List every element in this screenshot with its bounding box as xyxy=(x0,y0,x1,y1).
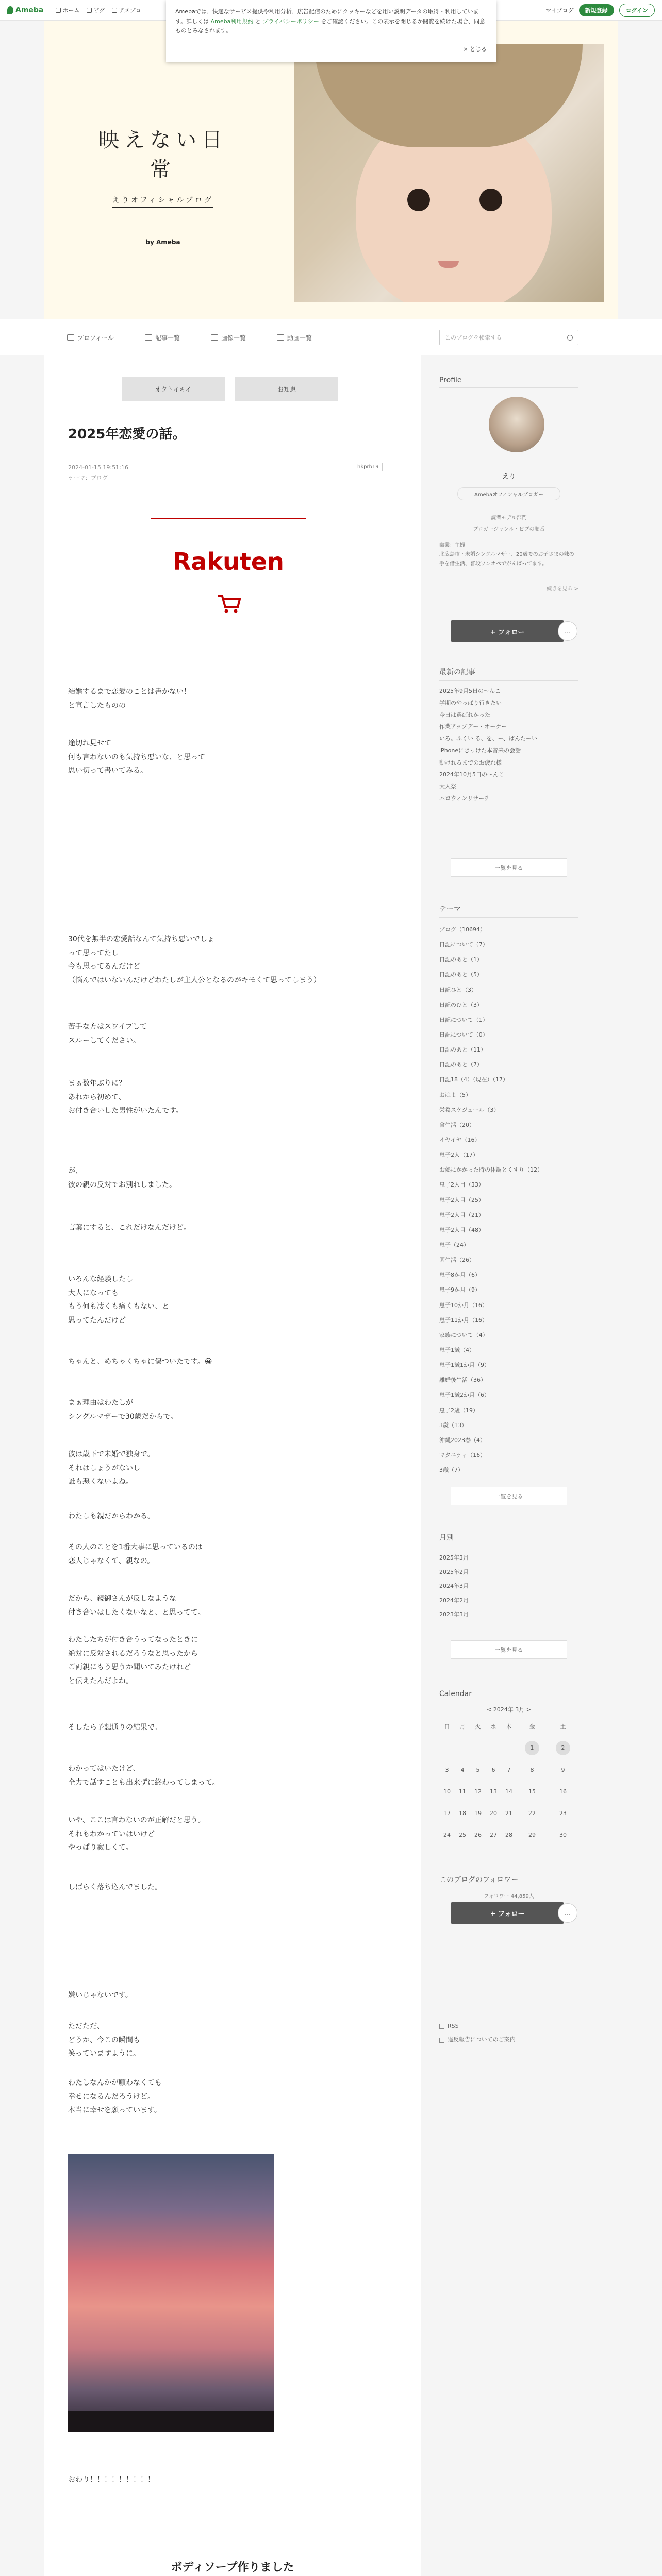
paragraph: ただただ、 どうか、今この瞬間も 笑っていますように。 xyxy=(68,2022,140,2058)
paragraph: いろんな経験したし 大人になっても もう何も凄くも痛くもない、と 思ってたんだけど xyxy=(68,1275,169,1325)
blog-nav xyxy=(67,319,312,355)
login-button[interactable]: ログイン xyxy=(619,4,655,17)
calendar-day[interactable] xyxy=(548,1737,578,1759)
paragraph: ちゃんと、めちゃくちゃに傷ついたです。😀 xyxy=(68,1358,212,1366)
silhouette xyxy=(68,2411,274,2432)
paragraph: しばらく落ち込んでました。 xyxy=(68,1883,162,1891)
calendar-day[interactable]: 26 xyxy=(474,1831,482,1838)
article xyxy=(44,355,421,1932)
paragraph: まぁ理由はわたしが シングルマザーで30歳だからで。 xyxy=(68,1399,178,1421)
follow-button[interactable]: + フォロー xyxy=(451,620,564,642)
baby-eye-left xyxy=(407,189,430,211)
theme-more-button[interactable]: 一覧を見る xyxy=(451,1487,567,1505)
calendar-weekday: 金 xyxy=(529,1723,535,1730)
profile-bio: 職業：主婦 北広島市・未婚シングルマザー、20歳でのお子さまの妹の手を借生活、普段ワンオペでがんばってます。 xyxy=(439,543,574,567)
calendar-weekday: 土 xyxy=(560,1723,566,1730)
nav-videos[interactable]: 動画一覧 xyxy=(277,333,312,342)
calendar-day[interactable]: 6 xyxy=(491,1766,495,1773)
theme-item[interactable]: 息子11か月（16） xyxy=(439,1316,488,1324)
profile-category: 読者モデル部門 xyxy=(491,515,527,521)
theme-item[interactable]: 日記ひと（3） xyxy=(439,986,477,993)
sidebar xyxy=(439,355,578,1932)
next-article-button[interactable]: お知恵 xyxy=(235,377,338,401)
top-nav-ameblo[interactable]: アメブロ xyxy=(112,6,141,14)
recent-item[interactable]: 大人祭 xyxy=(439,783,456,790)
theme-item[interactable]: 日記18（4）（現在）（17） xyxy=(439,1076,508,1083)
cookie-close-button[interactable]: × とじる xyxy=(463,46,487,53)
article-theme[interactable]: テーマ：ブログ xyxy=(68,474,108,481)
calendar-day[interactable]: 25 xyxy=(459,1831,466,1838)
nav-profile[interactable]: プロフィール xyxy=(67,333,114,342)
article-pager xyxy=(122,377,338,401)
calendar-week xyxy=(439,1824,578,1845)
article-meta xyxy=(68,463,128,483)
theme-item[interactable]: 日記のあと（5） xyxy=(439,971,483,978)
recent-item[interactable]: 2025年9月5日の〜んこ xyxy=(439,688,501,694)
calendar-day[interactable]: 27 xyxy=(490,1831,497,1838)
calendar-day[interactable]: 16 xyxy=(559,1788,567,1795)
paragraph: おわり！！！！！！！！！ xyxy=(68,2476,155,2484)
recent-item[interactable]: 2024年10月5日の〜んこ xyxy=(439,771,504,778)
followers-heading: このブログのフォロワー xyxy=(439,1876,519,1884)
cookie-banner: Amebaでは、快適なサービス提供や利用分析、広告配信のためにクッキーなどを用い説明データの取得・利用しています。詳しくは Ameba利用規約 と プライバシーポリシー をご確認ください。この表示を閉じるか閲覧を続けた場合、同意ものとみなされます。 × とじる xyxy=(166,0,496,62)
register-button[interactable]: 新規登録 xyxy=(579,4,614,16)
theme-item[interactable]: 息子2人目（25） xyxy=(439,1196,484,1204)
official-badge: Amebaオフィシャルブロガー xyxy=(457,487,560,500)
calendar-day[interactable]: 21 xyxy=(505,1809,512,1817)
paragraph: 嫌いじゃないです。 xyxy=(68,1991,133,1999)
rss-icon xyxy=(439,2024,444,2029)
home-icon xyxy=(56,8,61,13)
calendar-day[interactable]: 29 xyxy=(528,1831,536,1838)
theme-item[interactable]: 日記のあと（1） xyxy=(439,956,483,963)
theme-item[interactable]: 息子8か月（6） xyxy=(439,1272,481,1279)
calendar-day-marked[interactable]: 1 xyxy=(525,1741,539,1755)
month-list xyxy=(439,1551,578,1622)
top-right xyxy=(545,4,655,17)
theme-item[interactable]: 息子10か月（16） xyxy=(439,1301,488,1309)
theme-item[interactable]: 息子1歳2か月（6） xyxy=(439,1392,490,1399)
blog-nav-bar xyxy=(0,319,662,355)
paragraph: 言葉にすると、これだけなんだけど。 xyxy=(68,1224,191,1232)
recent-item[interactable]: 動けれるまでのお疲れ様 xyxy=(439,759,502,766)
theme-item[interactable]: 3歳（7） xyxy=(439,1467,464,1474)
calendar-day[interactable]: 17 xyxy=(443,1809,451,1817)
top-nav-home[interactable]: ホーム xyxy=(56,6,79,14)
privacy-link[interactable]: プライバシーポリシー xyxy=(262,18,319,25)
nav-images[interactable]: 画像一覧 xyxy=(211,333,246,342)
calendar-weekday: 水 xyxy=(490,1723,496,1730)
follow-button-bottom[interactable]: + フォロー xyxy=(451,1902,564,1924)
paragraph: まぁ数年ぶりに？ あれから初めて、 お付き合いした男性がいたんです。 xyxy=(68,1079,183,1115)
theme-item[interactable]: 日記のひと（3） xyxy=(439,1001,483,1008)
pigg-icon xyxy=(87,8,92,13)
theme-item[interactable]: 家族について（4） xyxy=(439,1331,488,1338)
paragraph: わたしたちが付き合うってなったときに 絶対に反対されるだろうなと思ったから ご両親にもう思うか聞いてみたけれど と伝えたんだよね。 xyxy=(68,1636,198,1685)
calendar-day[interactable]: 10 xyxy=(443,1788,451,1795)
recent-heading: 最新の記事 xyxy=(439,667,578,681)
entries-icon xyxy=(145,334,152,341)
month-item[interactable]: 2024年2月 xyxy=(439,1597,469,1604)
theme-item[interactable]: 離婚後生活（36） xyxy=(439,1377,486,1384)
calendar-title[interactable]: < 2024年 3月 > xyxy=(487,1706,531,1713)
theme-item[interactable]: 息子2人目（33） xyxy=(439,1181,484,1189)
theme-item[interactable]: 息子2歳（19） xyxy=(439,1406,478,1414)
report-icon xyxy=(439,2038,444,2043)
paragraph: わたしなんかが願わなくても 幸せになるんだろうけど。 本当に幸せを願っています。 xyxy=(68,2079,162,2115)
theme-item[interactable]: 息子2人（17） xyxy=(439,1151,478,1159)
videos-icon xyxy=(277,334,284,341)
recent-item[interactable]: ハロウィンリサーチ xyxy=(439,794,490,802)
theme-item[interactable]: お熱にかかった時の体調とくすり（12） xyxy=(439,1166,543,1174)
profile-ranking: ブロガージャンル・ビブの順番 xyxy=(473,527,545,532)
calendar-day[interactable]: 11 xyxy=(459,1788,466,1795)
theme-item[interactable]: 園生活（26） xyxy=(439,1257,475,1264)
blog-title-box xyxy=(96,124,230,246)
recent-item[interactable]: 学期のやっぱり行きたい xyxy=(439,700,502,707)
blog-header xyxy=(44,21,618,319)
month-more-button[interactable]: 一覧を見る xyxy=(451,1640,567,1659)
theme-item[interactable]: 日記のあと（11） xyxy=(439,1046,486,1054)
recent-more-button[interactable]: 一覧を見る xyxy=(451,858,567,877)
calendar-day[interactable]: 23 xyxy=(559,1809,567,1817)
nav-entries[interactable]: 記事一覧 xyxy=(145,333,180,342)
calendar-day[interactable]: 22 xyxy=(528,1809,536,1817)
calendar-table xyxy=(439,1716,578,1845)
my-blog-link[interactable]: マイブログ xyxy=(545,7,574,14)
calendar-day[interactable]: 30 xyxy=(559,1831,567,1838)
rakuten-logo: Rakuten xyxy=(173,548,284,575)
theme-item[interactable]: 息子2人目（21） xyxy=(439,1211,484,1218)
search-icon[interactable] xyxy=(567,335,573,341)
calendar-day[interactable]: 20 xyxy=(490,1809,497,1817)
theme-item[interactable]: 日記について（0） xyxy=(439,1031,488,1038)
theme-item[interactable]: 息子9か月（9） xyxy=(439,1286,481,1294)
top-nav-pigg[interactable]: ピグ xyxy=(87,6,105,14)
section-heading: ボディソープ作りました xyxy=(171,2561,294,2574)
article-date: 2024-01-15 19:51:16 xyxy=(68,464,128,471)
blog-subtitle: えりオフィシャルブログ xyxy=(112,195,213,208)
blog-icon xyxy=(112,8,117,13)
blog-search-input[interactable]: このブログを検索する xyxy=(439,330,578,345)
calendar-day[interactable]: 15 xyxy=(528,1788,536,1795)
theme-item[interactable]: イヤイヤ（16） xyxy=(439,1136,481,1143)
theme-item[interactable]: 息子1歳1か月（9） xyxy=(439,1362,490,1369)
report-link[interactable]: 違反報告についてのご案内 xyxy=(439,2033,578,2046)
terms-link[interactable]: Ameba利用規約 xyxy=(210,18,254,25)
cart-icon xyxy=(216,593,242,614)
calendar-day[interactable] xyxy=(517,1737,548,1759)
theme-item[interactable]: 息子1歳（4） xyxy=(439,1346,475,1353)
calendar-weekday-row xyxy=(439,1716,578,1737)
paragraph: いや、ここは言わないのが正解だと思う。 それもわかっていはいけど やっぱり寂しくて。 xyxy=(68,1816,205,1852)
calendar-weekday: 日 xyxy=(444,1723,450,1730)
theme-item[interactable]: ブログ（10694） xyxy=(439,926,486,933)
calendar-heading: Calendar xyxy=(439,1690,472,1698)
calendar-week xyxy=(439,1737,578,1759)
calendar-day[interactable]: 8 xyxy=(530,1766,534,1773)
recent-item[interactable]: iPhoneにきっけた本音来の会話 xyxy=(439,747,521,754)
calendar-day[interactable]: 28 xyxy=(505,1831,512,1838)
calendar xyxy=(439,1716,578,1845)
calendar-week xyxy=(439,1759,578,1781)
sidebar-bottom xyxy=(439,1932,578,2043)
calendar-day[interactable]: 24 xyxy=(443,1831,451,1838)
calendar-day[interactable]: 12 xyxy=(474,1788,482,1795)
theme-item[interactable]: おはよ（5） xyxy=(439,1091,471,1098)
profile-heading: Profile xyxy=(439,376,578,388)
paragraph: が、 彼の親の反対でお別れしました。 xyxy=(68,1167,176,1189)
theme-item[interactable]: 食生活（20） xyxy=(439,1121,475,1128)
month-heading: 月別 xyxy=(439,1532,578,1546)
recent-list xyxy=(439,685,578,804)
calendar-day[interactable]: 19 xyxy=(474,1809,482,1817)
baby-eye-right xyxy=(479,189,502,211)
header-photo xyxy=(294,44,604,302)
theme-item[interactable]: 沖縄2023春（4） xyxy=(439,1436,486,1444)
theme-item[interactable]: 日記のあと（7） xyxy=(439,1061,483,1069)
recent-item[interactable]: 今日は選ばれかった xyxy=(439,711,490,719)
article-continued xyxy=(44,1932,421,2576)
ameba-leaf-icon xyxy=(7,6,13,14)
images-icon xyxy=(211,334,218,341)
paragraph: その人のことを1番大事に思っているのは 恋人じゃなくて、親なの。 xyxy=(68,1543,203,1565)
theme-item[interactable]: 3歳（13） xyxy=(439,1421,467,1429)
by-ameba: by Ameba xyxy=(145,239,180,246)
theme-list xyxy=(439,922,578,1478)
rakuten-ad[interactable] xyxy=(151,518,306,647)
calendar-day[interactable]: 18 xyxy=(459,1809,466,1817)
read-more-link[interactable]: 続きを見る > xyxy=(547,586,578,592)
profile-name[interactable]: えり xyxy=(502,473,516,481)
theme-heading: テーマ xyxy=(439,904,578,918)
calendar-day xyxy=(486,1737,501,1759)
calendar-week xyxy=(439,1802,578,1824)
article-title: 2025年恋愛の話。 xyxy=(68,427,186,442)
follow-more-button-bottom[interactable]: … xyxy=(558,1903,577,1923)
calendar-day xyxy=(455,1737,470,1759)
calendar-weekday: 木 xyxy=(506,1723,512,1730)
article-badge: hkprb19 xyxy=(354,463,383,471)
sunset-photo[interactable] xyxy=(68,2154,274,2432)
paragraph: 彼は歳下で未婚で独身で。 それはしょうがないし 誰も悪くないよね。 xyxy=(68,1450,155,1486)
calendar-day[interactable]: 5 xyxy=(476,1766,480,1773)
theme-item[interactable]: 日記について（1） xyxy=(439,1016,488,1023)
blog-title[interactable]: 映えない日常 xyxy=(98,128,227,181)
followers-count: フォロワー 44,859人 xyxy=(484,1894,534,1900)
paragraph: 途切れ見せて 何も言わないのも気持ち悪いな、と思って 思い切って書いてみる。 xyxy=(68,739,205,775)
prev-article-button[interactable]: オクトイキイ xyxy=(122,377,225,401)
profile-avatar[interactable] xyxy=(489,397,544,452)
theme-item[interactable]: 息子（24） xyxy=(439,1241,469,1248)
paragraph: だから、親御さんが反しなような 付き合いはしたくないなと、と思ってて。 xyxy=(68,1595,205,1617)
recent-item[interactable]: 作業アップデー・オーケー xyxy=(439,723,507,731)
paragraph: 30代を無半の恋愛話なんて気持ち悪いでしょ って思ってたし 今も思ってるんだけど （悩んではいないんだけどわたしが主人公となるのがキモくて思ってしまう） xyxy=(68,935,321,985)
month-item[interactable]: 2025年3月 xyxy=(439,1554,469,1561)
calendar-day[interactable]: 7 xyxy=(507,1766,511,1773)
calendar-day[interactable]: 3 xyxy=(445,1766,449,1773)
calendar-day xyxy=(501,1737,517,1759)
calendar-weekday: 月 xyxy=(459,1723,466,1730)
calendar-day[interactable]: 13 xyxy=(490,1788,497,1795)
calendar-day[interactable]: 14 xyxy=(505,1788,512,1795)
calendar-day xyxy=(439,1737,455,1759)
paragraph: わかってはいたけど、 全力で話すことも出来ずに終わってしまって。 xyxy=(68,1765,220,1787)
calendar-weekday: 火 xyxy=(475,1723,481,1730)
calendar-week xyxy=(439,1781,578,1802)
calendar-day[interactable]: 9 xyxy=(561,1766,565,1773)
paragraph: 結婚するまで恋愛のことは書かない！ と宣言したものの xyxy=(68,688,191,710)
calendar-day-marked[interactable]: 2 xyxy=(556,1741,570,1755)
paragraph: 苦手な方はスワイプして スルーしてください。 xyxy=(68,1023,147,1045)
paragraph: わたしも親だからわかる。 xyxy=(68,1512,155,1520)
recent-item[interactable]: いろ。ふくい る、を、ー、ばんたーい xyxy=(439,735,538,742)
calendar-day[interactable]: 4 xyxy=(460,1766,465,1773)
follow-more-button[interactable]: … xyxy=(558,621,577,641)
theme-item[interactable]: 日記について（7） xyxy=(439,941,488,948)
paragraph: そしたら予想通りの結果で。 xyxy=(68,1723,162,1732)
month-item[interactable]: 2025年2月 xyxy=(439,1568,469,1575)
calendar-day xyxy=(470,1737,486,1759)
theme-item[interactable]: 息子2人目（48） xyxy=(439,1226,484,1233)
profile-icon xyxy=(67,334,74,341)
top-nav xyxy=(56,6,141,14)
month-item[interactable]: 2024年3月 xyxy=(439,1583,469,1589)
month-item[interactable]: 2023年3月 xyxy=(439,1611,469,1618)
rss-link[interactable]: RSS xyxy=(439,2020,578,2033)
theme-item[interactable]: マタニティ（16） xyxy=(439,1451,486,1459)
theme-item[interactable]: 栄養スケジュール（3） xyxy=(439,1106,500,1113)
ameba-logo[interactable]: Ameba xyxy=(7,6,43,14)
